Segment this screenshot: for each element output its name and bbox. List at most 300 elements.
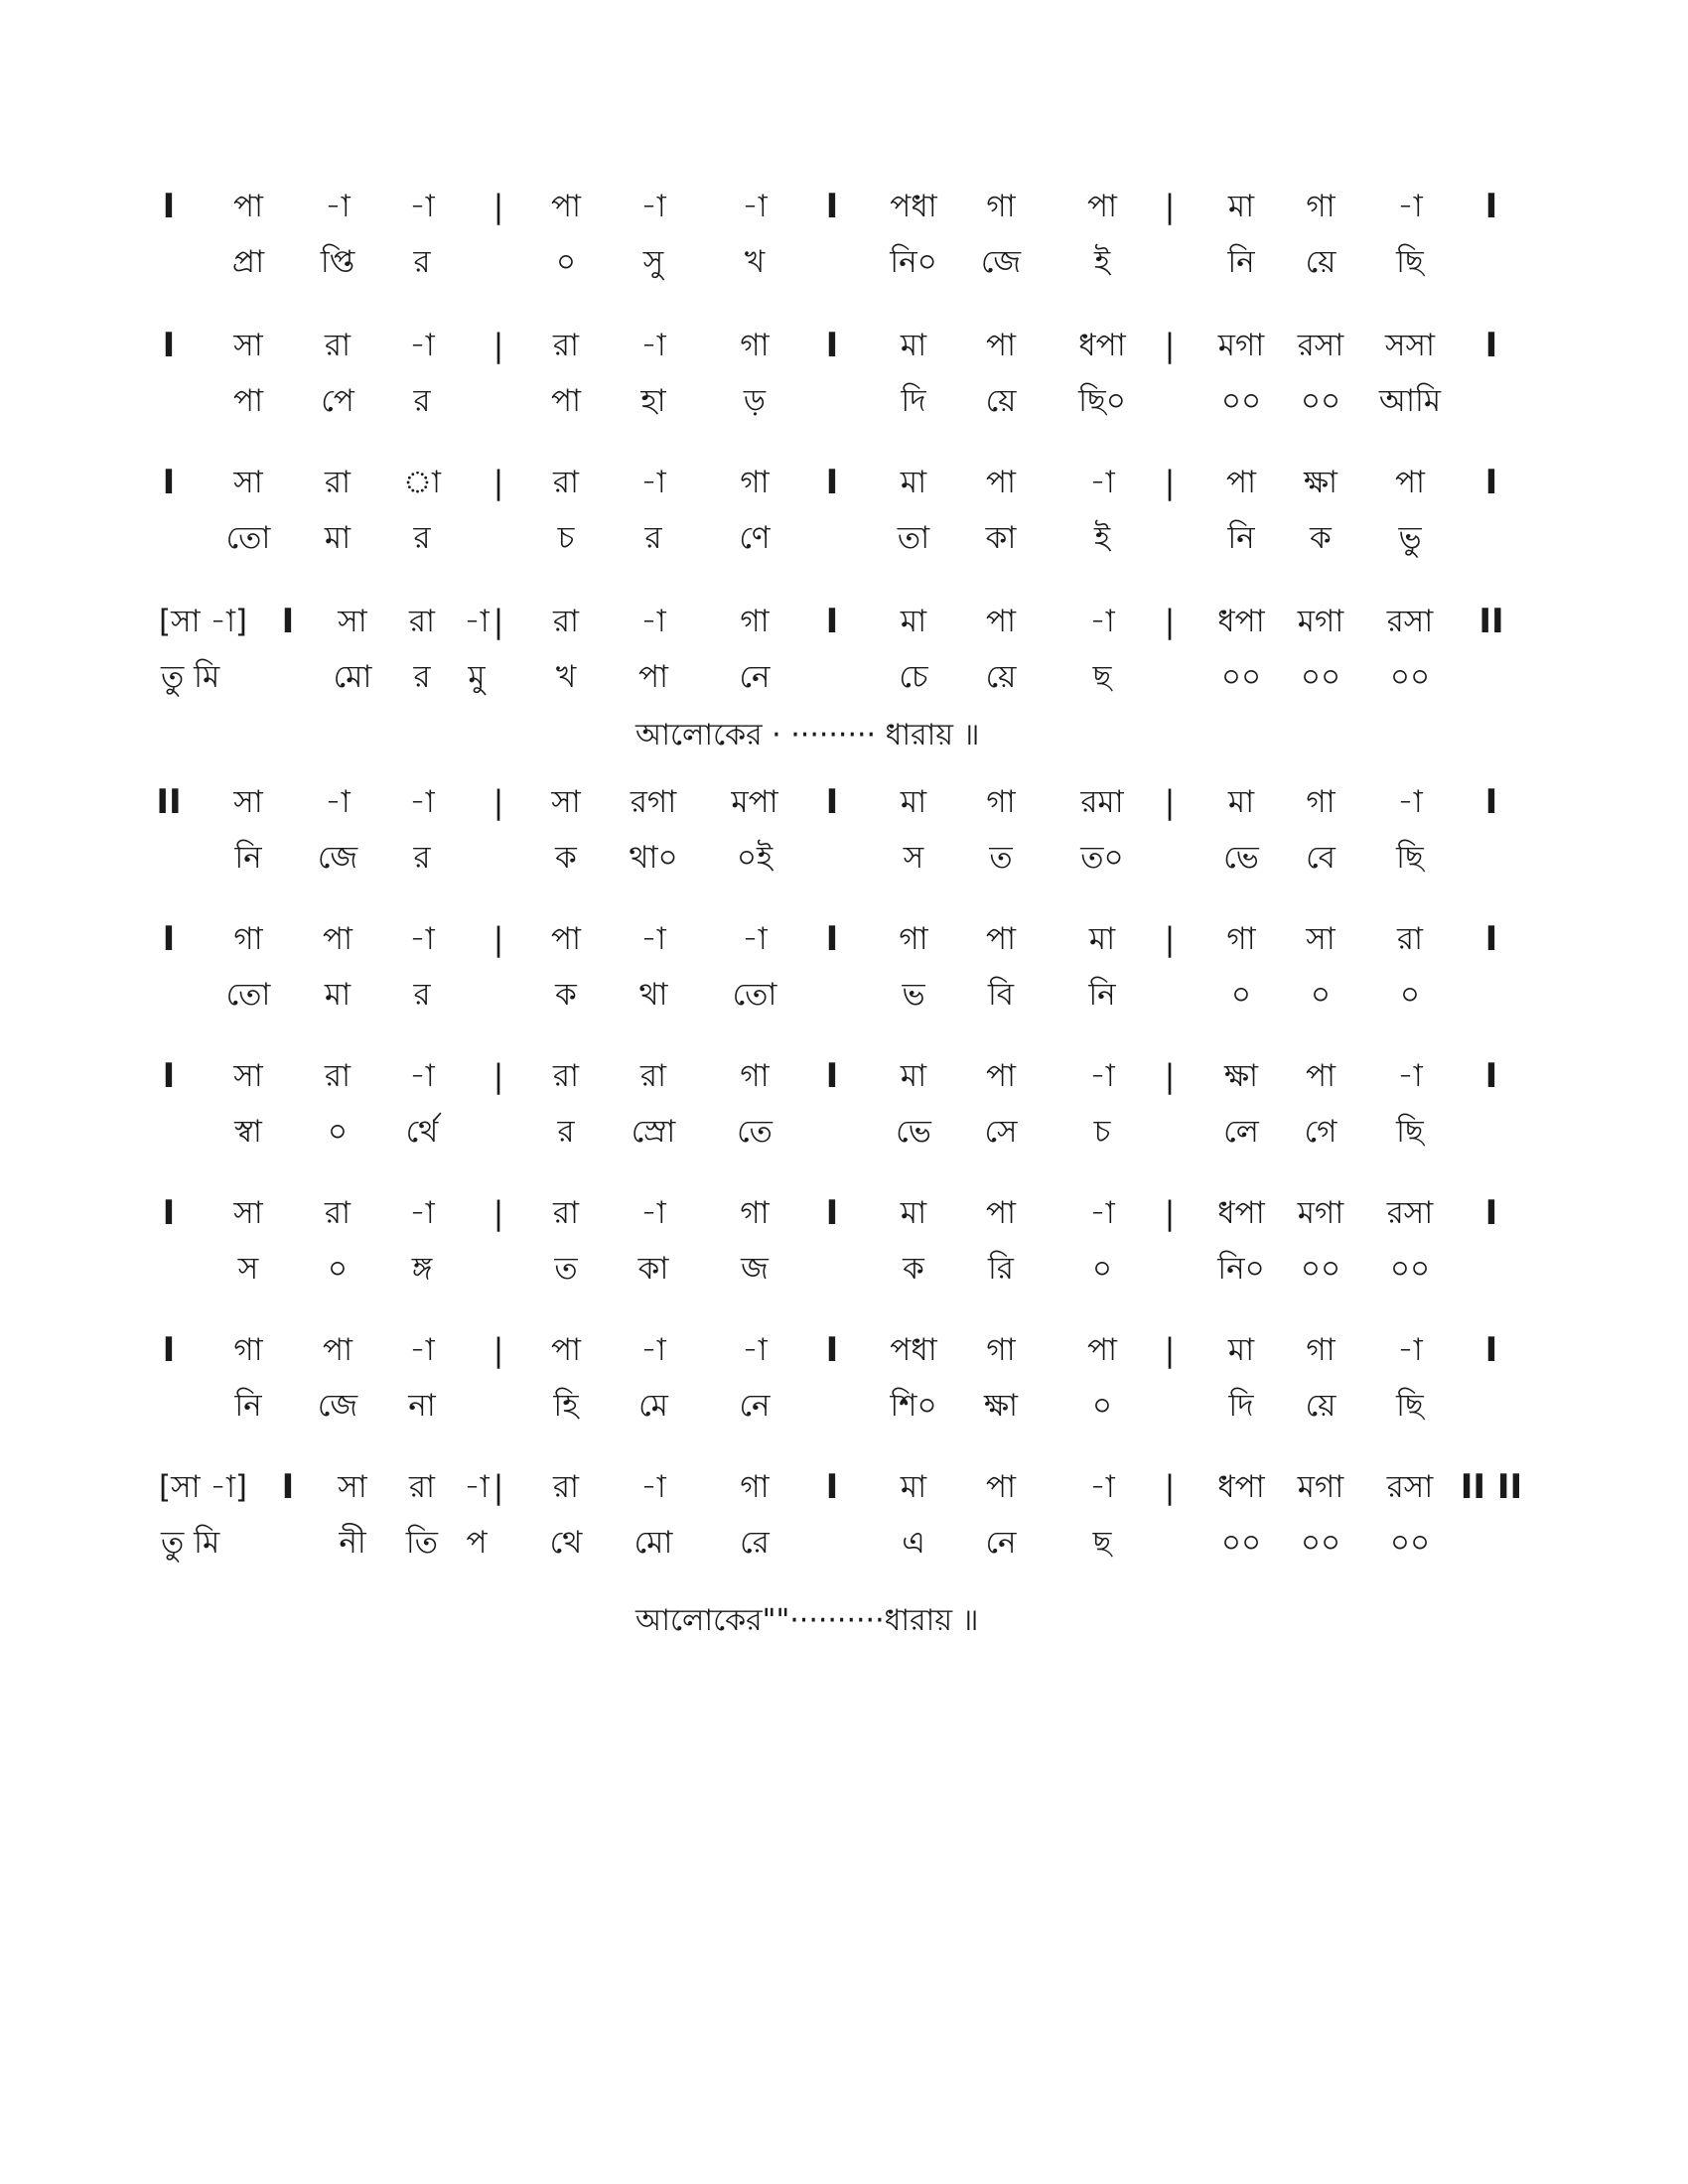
lyric-syllable: লে [1223,1114,1259,1150]
bar-line: I [825,326,839,365]
lyric-row [0,1241,1688,1297]
swara-row [0,318,1688,373]
swara-note: পা [985,328,1017,363]
swara-note: গা [233,921,263,957]
swara-note: সা [233,328,263,363]
bar-line-close: I [1484,1056,1498,1096]
lyric-syllable: জে [980,244,1022,280]
swara-note: -া [1089,465,1115,500]
lyric-syllable: ছি০ [1078,383,1126,419]
bar-line-open: I [281,602,295,641]
swara-note: রা [324,1058,352,1094]
swara-note: -া [1397,189,1423,224]
lyric-syllable: বে [1306,840,1336,876]
swara-note: রসা [1386,1469,1434,1505]
swara-note: -া [409,189,435,224]
lyric-syllable: ই [1093,244,1111,280]
lyric-row [0,1378,1688,1433]
lyric-syllable: ছ [1092,659,1112,695]
swara-note: মগা [1217,328,1265,363]
swara-note: পা [1086,1332,1118,1368]
swara-note: -া [640,465,666,500]
swara-note: রসা [1386,604,1434,639]
lyric-syllable: নি০ [1217,1251,1265,1287]
lyric-syllable: তো [732,977,777,1013]
lyric-lead: তু মি [161,1525,220,1561]
lyric-syllable: ত০ [1080,840,1124,876]
bar-line-open: I [162,463,176,502]
swara-note: মগা [1297,1469,1344,1505]
swara-note: মা [900,328,927,363]
swara-note: পা [985,1469,1017,1505]
swara-note: মা [900,1195,927,1231]
lyric-syllable: চে [899,659,928,695]
bar-line-open: II [156,782,182,822]
swara-note: সা [233,465,263,500]
lyric-syllable: তো [225,520,271,556]
swara-note: মা [1088,921,1116,957]
swara-note: -া [1397,1332,1423,1368]
lyric-syllable: ছি [1396,244,1424,280]
bar-line-close: II II [1460,1467,1523,1507]
swara-note: মা [1227,784,1255,820]
lyric-syllable: থা [638,977,668,1013]
lyric-syllable: আমি [1378,383,1442,419]
bar-line-open: I [281,1467,295,1507]
lyric-syllable: থা০ [629,840,678,876]
bar-line: | [1164,188,1176,225]
swara-note: ধপা [1078,328,1126,363]
lyric-syllable: চ [557,520,575,556]
lyric-syllable: ক [555,840,577,876]
lyric-syllable: ০ [327,1251,349,1287]
lyric-syllable: ০ [555,244,577,280]
lyric-syllable: ০ [1230,977,1252,1013]
lyric-syllable: স্রো [631,1114,676,1150]
swara-note: মা [1227,189,1255,224]
lyric-syllable: ঙ্গ [411,1251,433,1287]
swara-note: পা [985,465,1017,500]
lyric-syllable: ই [1093,520,1111,556]
swara-row [0,774,1688,830]
lyric-syllable: ছি [1396,1388,1424,1424]
lyric-syllable: র্থে [405,1114,439,1150]
swara-note: -া [640,921,666,957]
bar-line: | [492,1194,504,1232]
swara-note: গা [986,784,1016,820]
swara-note: পা [985,921,1017,957]
swara-note: -া [409,328,435,363]
lyric-syllable: মা [324,520,352,556]
lyric-row [0,649,1688,705]
swara-note: রা [324,328,352,363]
lyric-syllable: স [237,1251,259,1287]
bar-line: | [492,783,504,821]
swara-note: -া [640,1195,666,1231]
lyric-syllable: ০০ [1220,383,1262,419]
swara-note: -া [742,1332,768,1368]
lyric-syllable: য়ে [1305,1388,1336,1424]
lyric-syllable: খ [555,659,577,695]
bar-line: | [1164,1468,1176,1506]
lyric-syllable: ০০ [1300,659,1341,695]
swara-note: -া [409,921,435,957]
lyric-row [0,1515,1688,1570]
swara-row [0,1459,1688,1515]
swara-note: -া [1089,1058,1115,1094]
swara-note: মগা [1297,1195,1344,1231]
lyric-syllable: ত [989,840,1013,876]
swara-note: পা [1225,465,1257,500]
lyric-syllable: ০০ [1300,383,1341,419]
swara-note: পা [985,1195,1017,1231]
repeat-bracket: [সা -া] [159,1469,248,1505]
swara-note: মা [900,1469,927,1505]
swara-note: গা [1306,1332,1336,1368]
lyric-syllable: থে [549,1525,583,1561]
lyric-syllable: পা [550,383,582,419]
bar-line: | [492,188,504,225]
lyric-syllable: র [557,1114,575,1150]
swara-note: -া [742,189,768,224]
bar-line: I [825,463,839,502]
lyric-syllable: ক [555,977,577,1013]
lyric-syllable: ছ [1092,1525,1112,1561]
lyric-syllable: তো [225,977,271,1013]
bar-line: I [825,1193,839,1233]
swara-note: গা [986,189,1016,224]
lyric-syllable: সু [642,244,664,280]
swara-note: মা [900,1058,927,1094]
bar-line-close: I [1484,187,1498,226]
lyric-syllable: র [413,520,431,556]
lyric-syllable: ০০ [1389,1251,1431,1287]
lyric-syllable: স্বা [234,1114,262,1150]
swara-note: -া [409,1195,435,1231]
swara-note: মা [900,784,927,820]
lyric-syllable: র [413,383,431,419]
lyric-syllable: রে [740,1525,770,1561]
lyric-syllable: তা [897,520,930,556]
bar-line: I [825,782,839,822]
lyric-syllable: বি [987,977,1015,1013]
lyric-syllable: মু [468,659,486,695]
swara-note: ক্ষা [1303,465,1338,500]
swara-note: -া [325,189,351,224]
lyric-syllable: ভে [896,1114,931,1150]
bar-line-close: I [1484,326,1498,365]
lyric-syllable: য়ে [985,383,1017,419]
swara-note: -া [1089,604,1115,639]
bar-line: | [1164,1057,1176,1095]
lyric-syllable: নি [1227,520,1255,556]
swara-note: -া [640,328,666,363]
swara-note: রা [324,1195,352,1231]
lyric-row [0,234,1688,290]
swara-note: গা [740,1058,770,1094]
swara-note: গা [233,1332,263,1368]
bar-line-close: I [1484,1193,1498,1233]
lyric-syllable: স [903,840,924,876]
bar-line: | [492,327,504,364]
swara-note: ধপা [1217,1469,1265,1505]
bar-line: | [1164,603,1176,640]
lyric-syllable: মা [324,977,352,1013]
swara-note: রা [408,604,436,639]
swara-note: সা [233,1195,263,1231]
refrain-text: আলোকের""··········ধারায় ॥ [635,1603,979,1638]
swara-note: -া [1089,1195,1115,1231]
bar-line: I [825,187,839,226]
swara-row [0,911,1688,967]
swara-note: গা [740,604,770,639]
swara-note: রসা [1297,328,1344,363]
lyric-syllable: ক [1310,520,1332,556]
swara-note: -া [325,784,351,820]
repeat-bracket: [সা -া] [159,604,248,639]
swara-note: -া [464,604,490,639]
lyric-syllable: দি [1228,1388,1254,1424]
swara-note: রা [552,604,580,639]
swara-note: মগা [1297,604,1344,639]
swara-note: -া [1397,1058,1423,1094]
swara-note: গা [1226,921,1256,957]
bar-line-close: I [1484,463,1498,502]
bar-line: | [492,1331,504,1369]
swara-note: মা [900,465,927,500]
lyric-syllable: ০ [1091,1388,1113,1424]
lyric-syllable: র [644,520,662,556]
swara-note: পা [322,1332,353,1368]
swara-note: গা [1306,784,1336,820]
lyric-syllable: তি [405,1525,439,1561]
lyric-syllable: নে [739,659,771,695]
swara-row [0,1185,1688,1241]
swara-note: পা [232,189,264,224]
swara-note: গা [740,1195,770,1231]
swara-note: গা [899,921,928,957]
swara-note: পা [1394,465,1426,500]
bar-line: | [492,1057,504,1095]
swara-note: সা [1306,921,1336,957]
swara-note: পা [550,921,582,957]
bar-line-open: I [162,1056,176,1096]
lyric-syllable: নি [234,1388,262,1424]
lyric-syllable: ০০ [1220,1525,1262,1561]
lyric-syllable: খ [744,244,766,280]
swara-note: া [402,465,442,500]
refrain-line [0,1596,1688,1646]
swara-note: সসা [1385,328,1435,363]
lyric-syllable: ক্ষা [983,1388,1019,1424]
swara-row [0,179,1688,234]
lyric-syllable: ০০ [1300,1251,1341,1287]
lyric-syllable: নী [339,1525,366,1561]
lyric-syllable: দি [901,383,926,419]
lyric-syllable: পা [232,383,264,419]
swara-note: রা [552,1058,580,1094]
bar-line: | [1164,920,1176,958]
swara-note: রা [639,1058,667,1094]
lyric-syllable: য়ে [985,659,1017,695]
bar-line: I [825,1330,839,1370]
swara-note: গা [740,328,770,363]
lyric-syllable: না [408,1388,436,1424]
bar-line: | [492,1468,504,1506]
swara-note: গা [740,465,770,500]
swara-note: রমা [1080,784,1124,820]
lyric-syllable: জে [317,840,358,876]
swara-note: ধপা [1217,1195,1265,1231]
bar-line-open: I [162,187,176,226]
bar-line-close: I [1484,919,1498,959]
swara-row [0,1048,1688,1104]
swara-row [0,594,1688,649]
lyric-syllable: জে [317,1388,358,1424]
lyric-syllable: ০০ [1389,1525,1431,1561]
lyric-syllable: নি০ [890,244,937,280]
lyric-syllable: ০ [1399,977,1421,1013]
swara-note: পধা [890,189,937,224]
lyric-syllable: প্তি [320,244,355,280]
swara-note: রা [324,465,352,500]
bar-line-close: II [1478,602,1504,641]
lyric-syllable: রি [988,1251,1014,1287]
swara-note: -া [1089,1469,1115,1505]
lyric-syllable: ০০ [1300,1525,1341,1561]
swara-note: রা [552,1469,580,1505]
lyric-syllable: মো [633,1525,673,1561]
bar-line: | [1164,327,1176,364]
swara-note: পা [550,189,582,224]
lyric-syllable: সে [984,1114,1018,1150]
lyric-syllable: ত [554,1251,578,1287]
swara-note: পধা [890,1332,937,1368]
lyric-syllable: মো [333,659,372,695]
lyric-syllable: কা [985,520,1017,556]
bar-line-close: I [1484,1330,1498,1370]
swara-note: ক্ষা [1223,1058,1259,1094]
lyric-syllable: হা [640,383,666,419]
lyric-syllable: চ [1093,1114,1111,1150]
lyric-syllable: নি [234,840,262,876]
bar-line: I [825,919,839,959]
swara-note: রা [552,1195,580,1231]
swara-note: -া [409,784,435,820]
lyric-syllable: গে [1304,1114,1337,1150]
lyric-syllable: পা [637,659,669,695]
swara-note: -া [1397,784,1423,820]
lyric-syllable: নে [739,1388,771,1424]
bar-line: | [492,920,504,958]
lyric-row [0,1104,1688,1160]
swara-note: -া [742,921,768,957]
lyric-syllable: ০ [1310,977,1332,1013]
swara-note: -া [640,189,666,224]
swara-note: রা [552,465,580,500]
lyric-syllable: ভু [1398,520,1422,556]
swara-note: পা [550,1332,582,1368]
bar-line: I [825,1056,839,1096]
swara-note: রগা [630,784,677,820]
refrain-line [0,711,1688,760]
lyric-syllable: পে [321,383,354,419]
lyric-syllable: প্রা [231,244,265,280]
lyric-syllable: প [466,1525,488,1561]
swara-note: সা [233,1058,263,1094]
swara-note: সা [338,1469,367,1505]
swara-note: সা [233,784,263,820]
bar-line: | [1164,1194,1176,1232]
swara-note: -া [409,1058,435,1094]
lyric-syllable: নি [1227,244,1255,280]
swara-note: -া [640,604,666,639]
lyric-syllable: ০০ [1220,659,1262,695]
lyric-syllable: ০ই [736,840,774,876]
bar-line: | [1164,1331,1176,1369]
lyric-syllable: মে [638,1388,668,1424]
lyric-syllable: ছি [1396,840,1424,876]
swara-note: -া [409,1332,435,1368]
swara-note: সা [551,784,581,820]
swara-note: রা [552,328,580,363]
swara-note: রা [1396,921,1424,957]
bar-line: I [825,602,839,641]
swara-note: গা [986,1332,1016,1368]
bar-line: | [492,464,504,501]
swara-note: পা [1086,189,1118,224]
lyric-row [0,373,1688,429]
bar-line-open: I [162,919,176,959]
lyric-row [0,510,1688,566]
bar-line: | [1164,464,1176,501]
lyric-syllable: ছি [1396,1114,1424,1150]
refrain-text: আলোকের · ········· ধারায় ॥ [635,718,980,752]
lyric-syllable: য়ে [1305,244,1336,280]
bar-line: | [1164,783,1176,821]
swara-note: সা [338,604,367,639]
lyric-syllable: ভ [902,977,925,1013]
swara-row [0,455,1688,510]
swara-note: মা [900,604,927,639]
swara-note: মপা [731,784,778,820]
lyric-syllable: র [413,659,431,695]
lyric-syllable: কা [637,1251,669,1287]
lyric-syllable: ণে [739,520,771,556]
swara-note: -া [640,1332,666,1368]
swara-note: পা [322,921,353,957]
bar-line-close: I [1484,782,1498,822]
bar-line-open: I [162,1193,176,1233]
lyric-syllable: শি০ [890,1388,937,1424]
swara-note: রসা [1386,1195,1434,1231]
lyric-syllable: ভে [1223,840,1259,876]
bar-line-open: I [162,1330,176,1370]
lyric-syllable: জ [741,1251,769,1287]
lyric-row [0,967,1688,1023]
swara-note: পা [985,1058,1017,1094]
lyric-syllable: হি [553,1388,579,1424]
bar-line: | [492,603,504,640]
lyric-syllable: তে [737,1114,773,1150]
lyric-syllable: র [413,244,431,280]
lyric-lead: তু মি [161,659,220,695]
bar-line: I [825,1467,839,1507]
lyric-syllable: ক [903,1251,924,1287]
swara-note: পা [985,604,1017,639]
swara-note: গা [1306,189,1336,224]
swara-row [0,1322,1688,1378]
